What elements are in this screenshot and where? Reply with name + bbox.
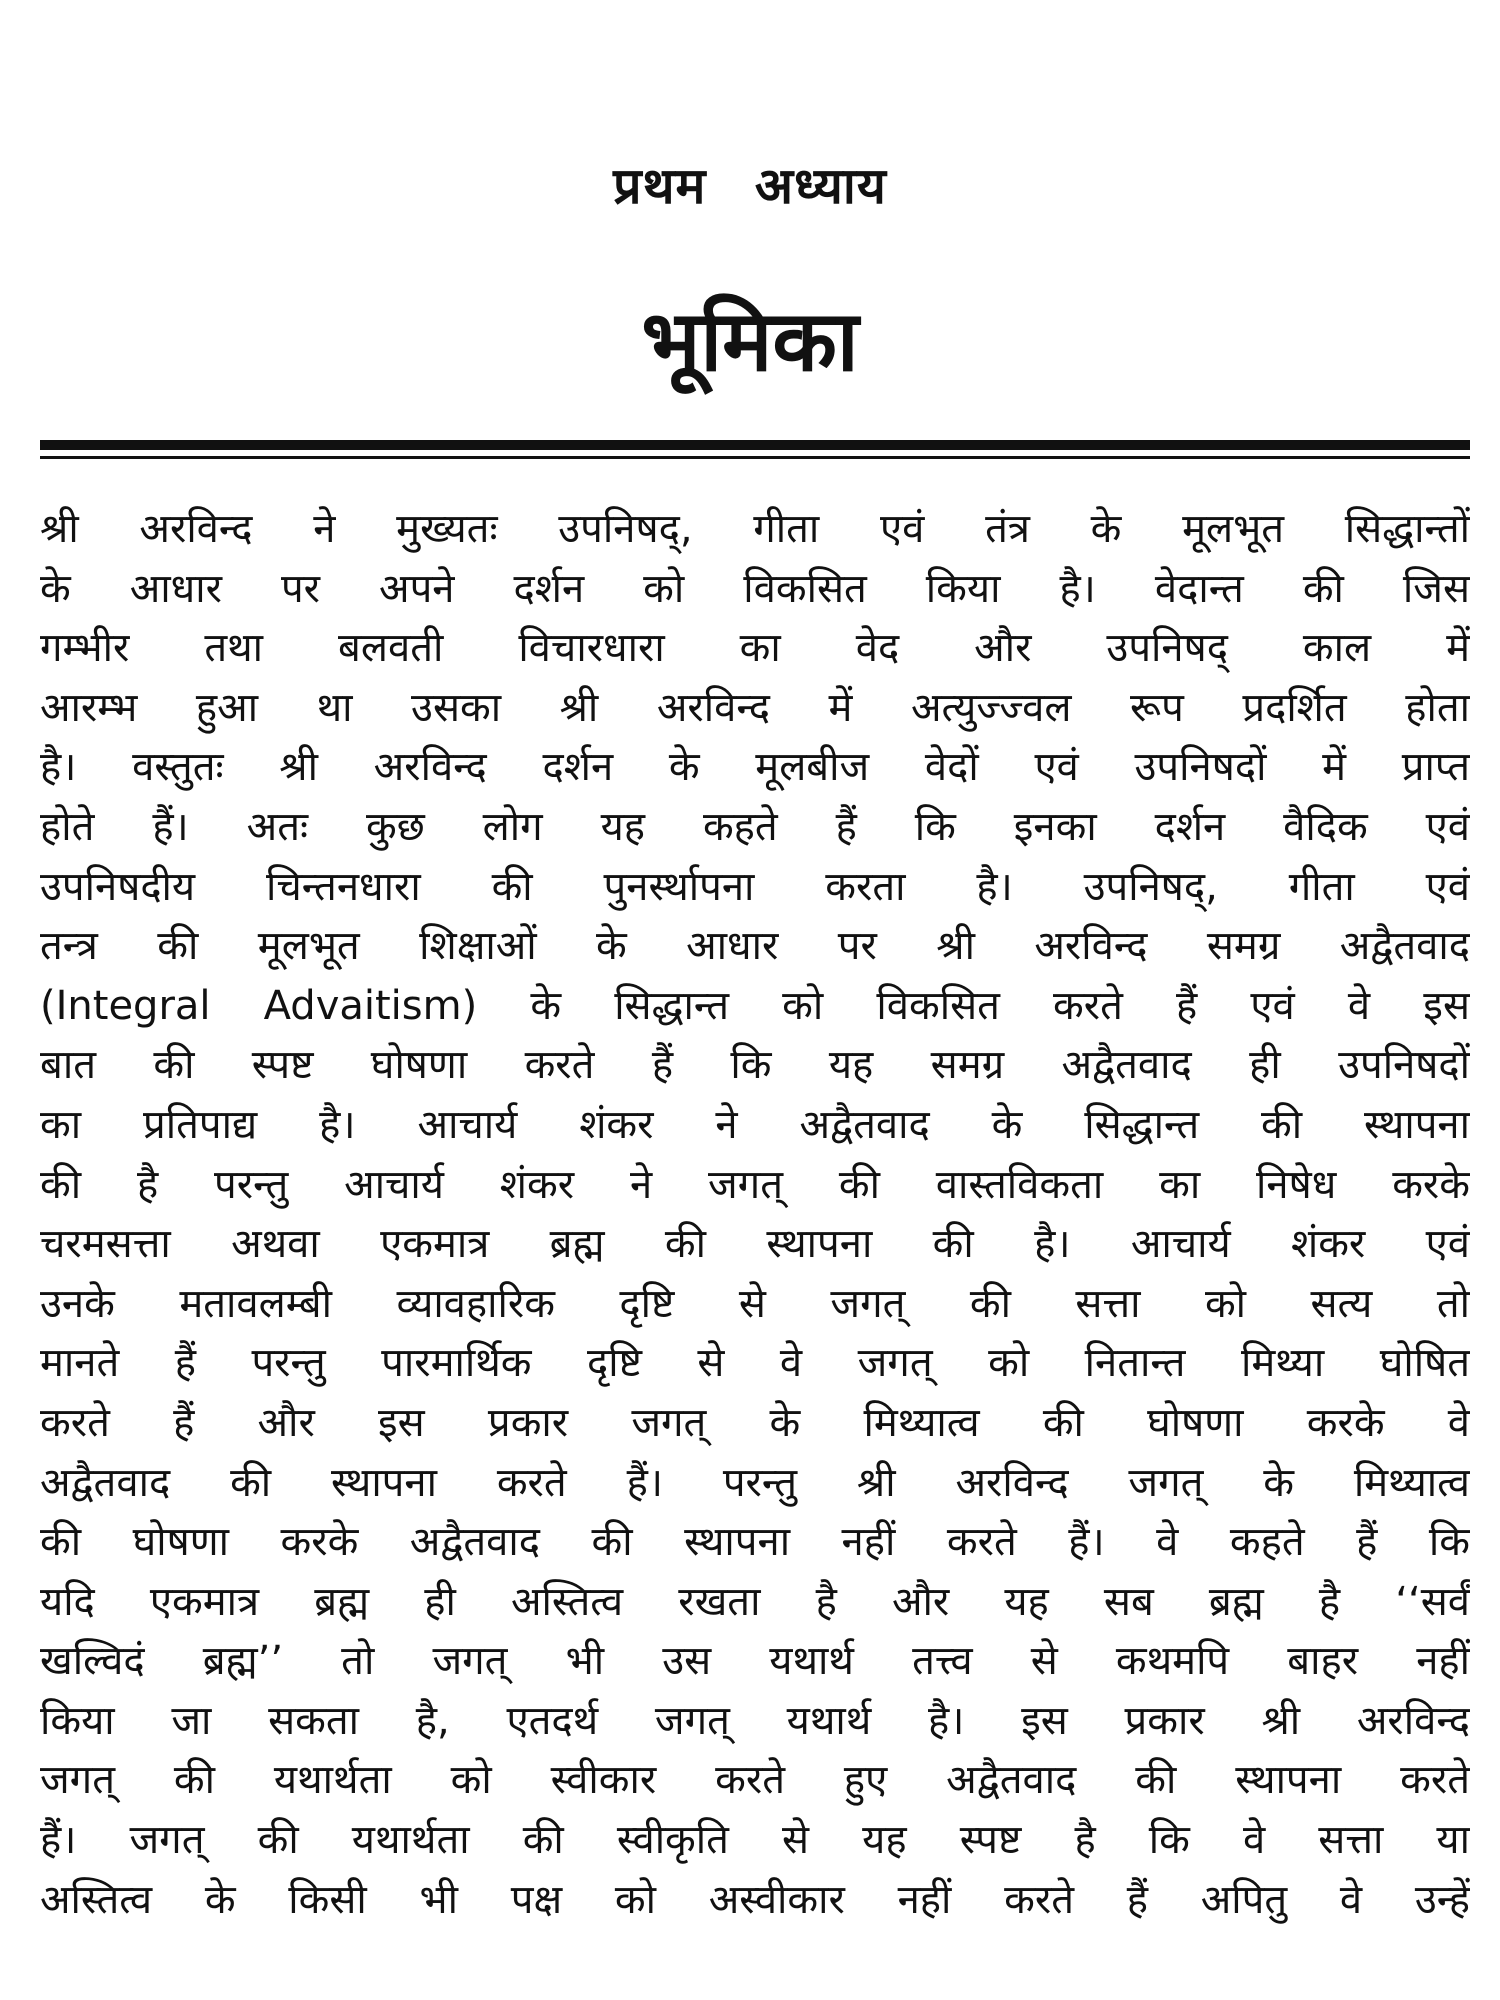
body-paragraph xyxy=(40,500,1470,1930)
heading-rule-thick xyxy=(40,440,1470,450)
text-line: उनके मतावलम्बी व्यावहारिक दृष्टि से जगत् की सत्ता को सत्य तो xyxy=(40,1280,1470,1327)
text-line: के आधार पर अपने दर्शन को विकसित किया है। वेदान्त की जिस xyxy=(40,565,1470,612)
text-line: करते हैं और इस प्रकार जगत् के मिथ्यात्व की घोषणा करके वे xyxy=(40,1399,1470,1446)
text-line: है। वस्तुतः श्री अरविन्द दर्शन के मूलबीज वेदों एवं उपनिषदों में प्राप्त xyxy=(40,744,1470,791)
text-line: का प्रतिपाद्य है। आचार्य शंकर ने अद्वैतवाद के सिद्धान्त की स्थापना xyxy=(40,1101,1470,1148)
text-line: होते हैं। अतः कुछ लोग यह कहते हैं कि इनका दर्शन वैदिक एवं xyxy=(40,803,1470,850)
text-line: आरम्भ हुआ था उसका श्री अरविन्द में अत्युज्ज्वल रूप प्रदर्शित होता xyxy=(40,684,1470,731)
text-line: श्री अरविन्द ने मुख्यतः उपनिषद्, गीता एवं तंत्र के मूलभूत सिद्धान्तों xyxy=(40,506,1470,552)
text-line: किया जा सकता है, एतदर्थ जगत् यथार्थ है। इस प्रकार श्री अरविन्द xyxy=(40,1697,1470,1744)
text-line: गम्भीर तथा बलवती विचारधारा का वेद और उपनिषद् काल में xyxy=(40,625,1470,672)
text-line: बात की स्पष्ट घोषणा करते हैं कि यह समग्र अद्वैतवाद ही उपनिषदों xyxy=(40,1042,1470,1089)
text-line: उपनिषदीय चिन्तनधारा की पुनर्स्थापना करता है। उपनिषद्, गीता एवं xyxy=(40,863,1470,910)
text-line: तन्त्र की मूलभूत शिक्षाओं के आधार पर श्री अरविन्द समग्र अद्वैतवाद xyxy=(40,923,1470,970)
text-line: अस्तित्व के किसी भी पक्ष को अस्वीकार नहीं करते हैं अपितु वे उन्हें xyxy=(40,1876,1470,1923)
text-line: जगत् की यथार्थता को स्वीकार करते हुए अद्वैतवाद की स्थापना करते xyxy=(40,1757,1470,1804)
text-line: खल्विदं ब्रह्म’’ तो जगत् भी उस यथार्थ तत्त्व से कथमपि बाहर नहीं xyxy=(40,1638,1470,1685)
text-line: अद्वैतवाद की स्थापना करते हैं। परन्तु श्री अरविन्द जगत् के मिथ्यात्व xyxy=(40,1459,1470,1506)
text-line: हैं। जगत् की यथार्थता की स्वीकृति से यह स्पष्ट है कि वे सत्ता या xyxy=(40,1817,1470,1864)
heading-rule-thin xyxy=(40,456,1470,459)
chapter-title: भूमिका xyxy=(641,292,859,390)
chapter-label: प्रथम अध्याय xyxy=(613,157,887,215)
text-line: चरमसत्ता अथवा एकमात्र ब्रह्म की स्थापना की है। आचार्य शंकर एवं xyxy=(40,1221,1470,1268)
text-line: मानते हैं परन्तु पारमार्थिक दृष्टि से वे जगत् को नितान्त मिथ्या घोषित xyxy=(40,1340,1470,1387)
text-line: की घोषणा करके अद्वैतवाद की स्थापना नहीं करते हैं। वे कहते हैं कि xyxy=(40,1519,1470,1566)
text-line: यदि एकमात्र ब्रह्म ही अस्तित्व रखता है और यह सब ब्रह्म है ‘‘सर्वं xyxy=(40,1578,1470,1625)
text-line: (Integral Advaitism) के सिद्धान्त को विकसित करते हैं एवं वे इस xyxy=(40,982,1470,1029)
text-line: की है परन्तु आचार्य शंकर ने जगत् की वास्तविकता का निषेध करके xyxy=(40,1161,1470,1208)
